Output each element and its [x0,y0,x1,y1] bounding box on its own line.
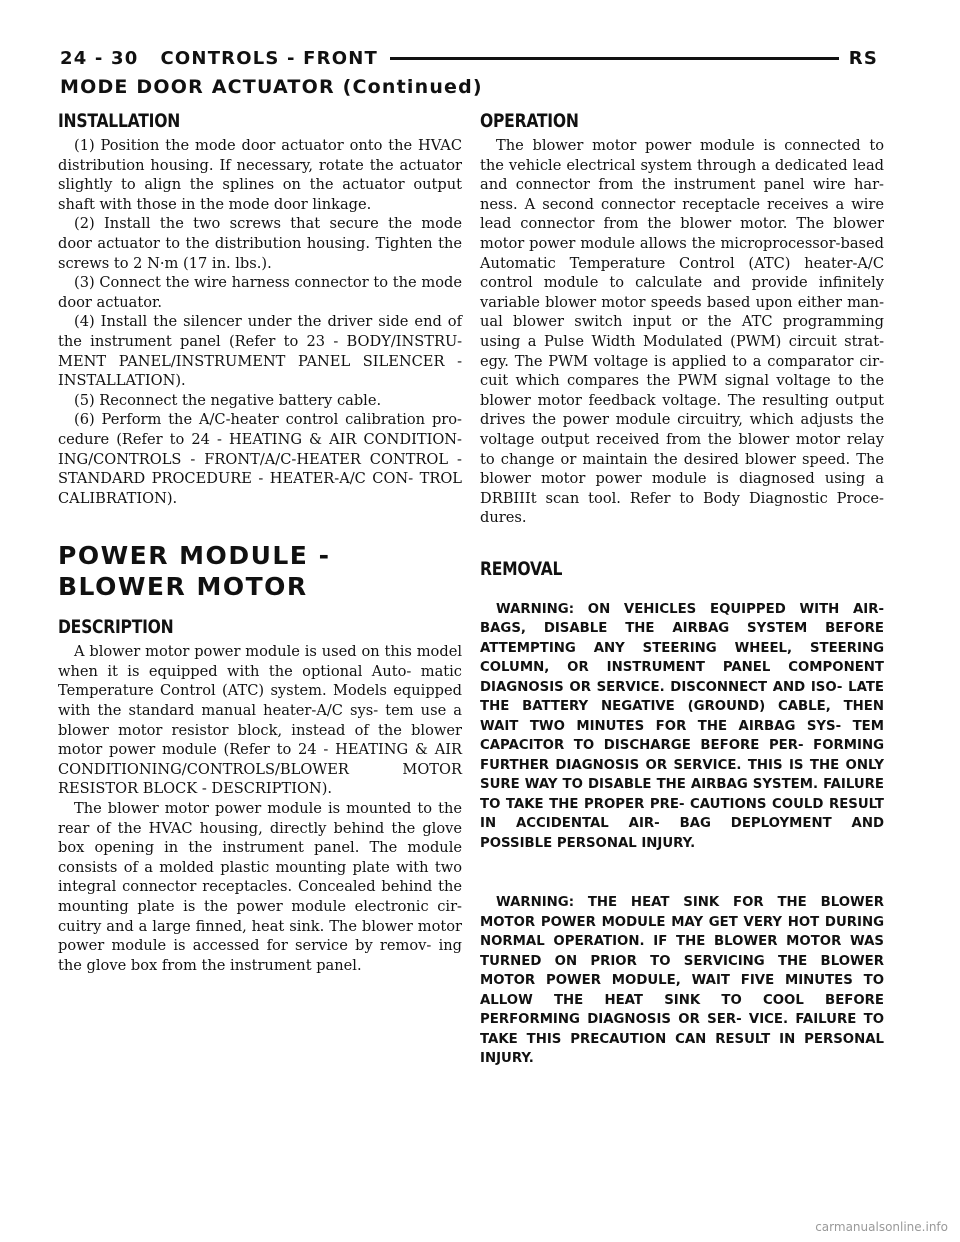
installation-step: (4) Install the silencer under the driver side end of the instrument panel (Refer to 23 - BODY/INSTRU- MENT PANEL/INSTRUMENT PANEL SILENCER - INSTALLATION). [58,313,462,390]
installation-step: (6) Perform the A/C-heater control calibration pro- cedure (Refer to 24 - HEATING & AIR CONDITION- ING/CONTROLS - FRONT/A/C-HEATER CONTROL - STANDARD PROCEDURE - HEATER-A/C CON- TROL CALIBRATION). [58,411,462,507]
left-column [58,110,462,975]
header-rule [390,57,839,60]
page-header [60,42,878,74]
right-column [480,110,884,1069]
airbag-warning: WARNING: ON VEHICLES EQUIPPED WITH AIR- BAGS, DISABLE THE AIRBAG SYSTEM BEFORE ATTEMPTING ANY STEERING WHEEL, STEERING COLUMN, OR INSTRUMENT PANEL COMPONENT DIAGNOSIS OR SERVICE. DISCONNECT AND ISO- LATE THE BATTERY NEGATIVE (GROUND) CABLE, THEN WAIT TWO MINUTES FOR THE AIRBAG SYS- TEM CAPACITOR TO DISCHARGE BEFORE PER- FORMING FURTHER DIAGNOSIS OR SERVICE. THIS IS THE ONLY SURE WAY TO DISABLE THE AIRBAG SYSTEM. FAILURE TO TAKE THE PROPER PRE- CAUTIONS COULD RESULT IN ACCIDENTAL AIR- BAG DEPLOYMENT AND POSSIBLE PERSONAL INJURY. [480,601,884,851]
installation-step: (2) Install the two screws that secure the mode door actuator to the distribution housing. Tighten the screws to 2 N·m (17 in. lbs.). [58,215,462,272]
section-title: POWER MODULE - BLOWER MOTOR [58,541,331,602]
installation-heading: INSTALLATION [58,110,181,132]
operation-paragraph: The blower motor power module is connected to the vehicle electrical system through a dedicated lead and connector from the instrument panel wire har- ness. A second connector receptacle receives a wire lead connector from the blower motor. The blower motor power module allows the microprocessor-based Automatic Temperature Control (ATC) heater-A/C control module to calculate and provide infinitely variable blower motor speeds based upon either man- ual blower switch input or the ATC programming using a Pulse Width Modulated (PWM) circuit strat- egy. The PWM voltage is applied to a comparator cir- cuit which compares the PWM signal voltage to the blower motor feedback voltage. The resulting output drives the power module circuitry, which adjusts the voltage output received from the blower motor relay to change or maintain the desired blower speed. The blower motor power module is diagnosed using a DRBIIIt scan tool. Refer to Body Diagnostic Proce- dures. [480,137,884,527]
page-number: 24 - 30 [60,47,139,69]
operation-heading: OPERATION [480,110,579,132]
description-paragraph: The blower motor power module is mounted to the rear of the HVAC housing, directly behind the glove box opening in the instrument panel. The module consists of a molded plastic mounting plate with two integral connector receptacles. Concealed behind the mounting plate is the power module electronic cir- cuitry and a large finned, heat sink. The blower motor power module is accessed for service by remov- ing the glove box from the instrument panel. [58,800,462,974]
description-heading: DESCRIPTION [58,616,174,639]
removal-heading: REMOVAL [480,557,563,580]
installation-step: (3) Connect the wire harness connector to the mode door actuator. [58,274,462,311]
description-paragraph: A blower motor power module is used on this model when it is equipped with the optional Auto- matic Temperature Control (ATC) system. Models equipped with the standard manual heater-A/C sys- tem use a blower motor resistor block, instead of the blower motor power module (Refer to 24 - HEATING & AIR CONDITIONING/CONTROLS/BLOWER MOTOR RESISTOR BLOCK - DESCRIPTION). [58,643,462,798]
installation-step: (5) Reconnect the negative battery cable. [74,391,382,409]
continued-heading: MODE DOOR ACTUATOR (Continued) [60,76,483,98]
watermark: carmanualsonline.info [815,1220,948,1234]
section-name: CONTROLS - FRONT [160,47,378,69]
installation-step: (1) Position the mode door actuator onto the HVAC distribution housing. If necessary, rotate the actuator slightly to align the splines on the actuator output shaft with those in the mode door linkage. [58,137,462,213]
model-code: RS [848,47,878,69]
heat-sink-warning: WARNING: THE HEAT SINK FOR THE BLOWER MOTOR POWER MODULE MAY GET VERY HOT DURING NORMAL OPERATION. IF THE BLOWER MOTOR WAS TURNED ON PRIOR TO SERVICING THE BLOWER MOTOR POWER MODULE, WAIT FIVE MINUTES TO ALLOW THE HEAT SINK TO COOL BEFORE PERFORMING DIAGNOSIS OR SER- VICE. FAILURE TO TAKE THIS PRECAUTION CAN RESULT IN PERSONAL INJURY. [480,895,884,1067]
